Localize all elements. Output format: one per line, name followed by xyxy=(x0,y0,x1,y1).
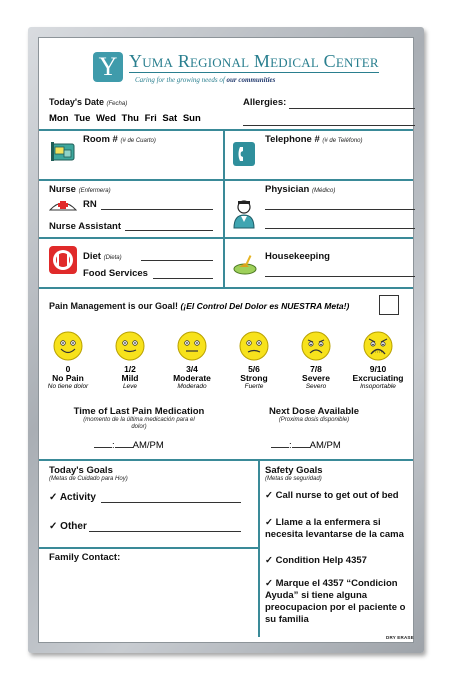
pain-level-0 xyxy=(38,365,98,391)
diet-label: Diet xyxy=(83,251,101,262)
date-label-es: (Fecha) xyxy=(106,101,128,107)
weekday-thu[interactable]: Thu xyxy=(121,113,139,124)
goal-other xyxy=(49,521,87,532)
housekeeping-line[interactable] xyxy=(265,276,415,277)
allergies-line-1[interactable] xyxy=(289,108,415,109)
goal-activity-label: Activity xyxy=(59,492,96,503)
safety-goals xyxy=(265,465,323,482)
check-icon: ✓ xyxy=(49,521,58,532)
weekday-mon[interactable]: Mon xyxy=(49,113,69,124)
next-dose-time[interactable] xyxy=(271,440,341,451)
pain-level-label: Mild xyxy=(121,373,139,383)
whiteboard xyxy=(38,37,414,643)
weekday-fri[interactable]: Fri xyxy=(144,113,157,124)
divider-pain xyxy=(39,459,413,461)
physician-line-1[interactable] xyxy=(265,209,415,210)
date-field xyxy=(49,97,127,107)
pain-level-label: Moderate xyxy=(173,373,211,383)
diet-label-es: (Dieta) xyxy=(103,255,122,261)
goal-other-line[interactable] xyxy=(89,531,241,532)
safety-item-text: Llame a la enfermera si necesita levantarse de la cama xyxy=(265,517,404,540)
pain-level-4 xyxy=(286,365,346,391)
pain-level-5 xyxy=(348,365,408,391)
weekday-sat[interactable]: Sat xyxy=(162,113,178,124)
hospital-title xyxy=(129,51,399,72)
telephone-icon xyxy=(233,142,255,166)
safety-goals-label: Safety Goals xyxy=(265,465,323,476)
brand-mark-text: DRY ERASE xyxy=(386,635,414,640)
nurse-assistant-label: Nurse Assistant xyxy=(49,221,121,232)
physician-field xyxy=(265,184,335,195)
nurse-assistant-line[interactable] xyxy=(125,230,213,231)
goal-other-label: Other xyxy=(60,521,87,532)
diet-icon xyxy=(49,246,77,274)
telephone-field xyxy=(265,134,363,145)
goal-activity-line[interactable] xyxy=(101,502,241,503)
pain-heading-es: (¡El Control Del Dolor es NUESTRA Meta!) xyxy=(180,301,350,311)
physician-line-2[interactable] xyxy=(265,228,415,229)
hospital-title-text: Yuma Regional Medical Center xyxy=(129,51,379,71)
pain-level-number: 9/10 xyxy=(369,364,387,374)
weekday-row xyxy=(49,113,201,124)
pain-level-label-es: Leve xyxy=(122,383,138,390)
pain-level-label-es: Moderado xyxy=(177,383,207,390)
check-icon: ✓ xyxy=(265,517,273,528)
family-contact-label: Family Contact: xyxy=(49,552,121,563)
safety-item xyxy=(265,490,411,502)
face-no-pain-icon[interactable] xyxy=(53,331,83,361)
allergies-label: Allergies: xyxy=(243,97,287,108)
safety-item-text: Condition Help 4357 xyxy=(275,555,367,566)
diet-field xyxy=(83,251,122,262)
safety-item-text: Marque el 4357 “Condicion Ayuda” si tiene alguna preocupacion por el paciente o su familia xyxy=(265,578,406,625)
check-icon: ✓ xyxy=(265,578,273,589)
check-icon: ✓ xyxy=(265,555,273,566)
tagline-text: Caring for the growing needs of xyxy=(135,76,227,84)
family-divider xyxy=(39,547,258,549)
face-excruciating-icon[interactable] xyxy=(363,331,393,361)
physician-label: Physician xyxy=(265,184,310,195)
face-moderate-icon[interactable] xyxy=(177,331,207,361)
room-label-es: (# de Cuarto) xyxy=(120,138,156,144)
housekeeping-icon xyxy=(233,253,259,275)
logo-icon xyxy=(93,52,123,82)
rn-label: RN xyxy=(83,199,97,210)
face-strong-icon[interactable] xyxy=(239,331,269,361)
physician-icon xyxy=(233,199,255,229)
todays-goals-label-es: (Metas de Cuidado para Hoy) xyxy=(49,476,128,482)
nurse-label: Nurse xyxy=(49,184,76,195)
weekday-tue[interactable]: Tue xyxy=(74,113,91,124)
last-medication-time[interactable] xyxy=(94,440,164,451)
goal-activity xyxy=(49,492,96,503)
telephone-label-es: (# de Teléfono) xyxy=(322,138,363,144)
last-medication xyxy=(49,406,229,431)
nurse-label-es: (Enfermera) xyxy=(78,188,111,194)
pain-level-number: 7/8 xyxy=(310,364,322,374)
divider-date xyxy=(39,129,413,131)
last-medication-label: Time of Last Pain Medication xyxy=(73,406,205,417)
divider-nurse-vertical xyxy=(223,181,225,237)
todays-goals xyxy=(49,465,128,482)
rn-line[interactable] xyxy=(101,209,213,210)
pain-level-label: Excruciating xyxy=(352,373,404,383)
room-label: Room # xyxy=(83,134,118,145)
pain-level-label-es: Insoportable xyxy=(360,383,396,390)
nurse-cap-icon xyxy=(49,196,77,212)
safety-item xyxy=(265,555,411,567)
weekday-sun[interactable]: Sun xyxy=(182,113,201,124)
next-dose-label: Next Dose Available xyxy=(268,406,360,417)
physician-label-es: (Médico) xyxy=(312,188,336,194)
divider-room-vertical xyxy=(223,131,225,179)
pain-heading xyxy=(49,301,349,311)
pain-level-label: No Pain xyxy=(52,373,84,383)
pain-level-label-es: No tiene dolor xyxy=(47,383,89,390)
pain-level-label-es: Fuerte xyxy=(244,383,264,390)
pain-level-number: 0 xyxy=(65,364,71,374)
time-colon: : xyxy=(289,440,292,451)
food-services-line[interactable] xyxy=(153,278,213,279)
tagline-emphasis: our communities xyxy=(226,76,276,84)
todays-goals-label: Today's Goals xyxy=(49,465,113,476)
divider-diet xyxy=(39,287,413,289)
date-label: Today's Date xyxy=(49,97,104,107)
food-services-label: Food Services xyxy=(83,268,148,279)
pain-level-number: 3/4 xyxy=(186,364,198,374)
logo-letter: Y xyxy=(98,52,118,81)
pain-level-1 xyxy=(100,365,160,391)
next-dose xyxy=(239,406,389,424)
face-mild-icon[interactable] xyxy=(115,331,145,361)
bed-icon xyxy=(49,140,77,162)
tagline xyxy=(135,76,275,84)
pain-level-number: 5/6 xyxy=(248,364,260,374)
pain-level-label: Strong xyxy=(240,373,268,383)
divider-diet-vertical xyxy=(223,239,225,287)
next-dose-label-es: (Proxima dosis disponible) xyxy=(278,417,350,423)
room-field xyxy=(83,134,156,145)
brand-mark xyxy=(386,635,414,640)
pain-checkbox[interactable] xyxy=(379,295,399,315)
nurse-field xyxy=(49,184,111,195)
divider-nurse xyxy=(39,237,413,239)
title-underline xyxy=(129,72,379,73)
check-icon: ✓ xyxy=(49,492,58,503)
time-suffix: AM/PM xyxy=(309,440,341,451)
check-icon: ✓ xyxy=(265,490,273,501)
diet-line[interactable] xyxy=(141,260,213,261)
time-suffix: AM/PM xyxy=(132,440,164,451)
pain-heading-text: Pain Management is our Goal! xyxy=(49,301,179,311)
safety-item xyxy=(265,578,411,626)
pain-level-label: Severe xyxy=(302,373,330,383)
divider-bottom-vertical xyxy=(258,461,260,637)
divider-room xyxy=(39,179,413,181)
allergies-line-2[interactable] xyxy=(243,125,415,126)
face-severe-icon[interactable] xyxy=(301,331,331,361)
last-medication-label-es: (momento de la última medicación para el dolor) xyxy=(83,417,195,430)
time-colon: : xyxy=(112,440,115,451)
housekeeping-label: Housekeeping xyxy=(265,251,330,262)
pain-level-3 xyxy=(224,365,284,391)
telephone-label: Telephone # xyxy=(265,134,320,145)
weekday-wed[interactable]: Wed xyxy=(96,113,116,124)
pain-level-2 xyxy=(162,365,222,391)
pain-level-label-es: Severo xyxy=(305,383,327,390)
pain-level-number: 1/2 xyxy=(124,364,136,374)
safety-item xyxy=(265,517,411,541)
safety-item-text: Call nurse to get out of bed xyxy=(275,490,399,501)
safety-goals-label-es: (Metas de seguridad) xyxy=(265,476,322,482)
